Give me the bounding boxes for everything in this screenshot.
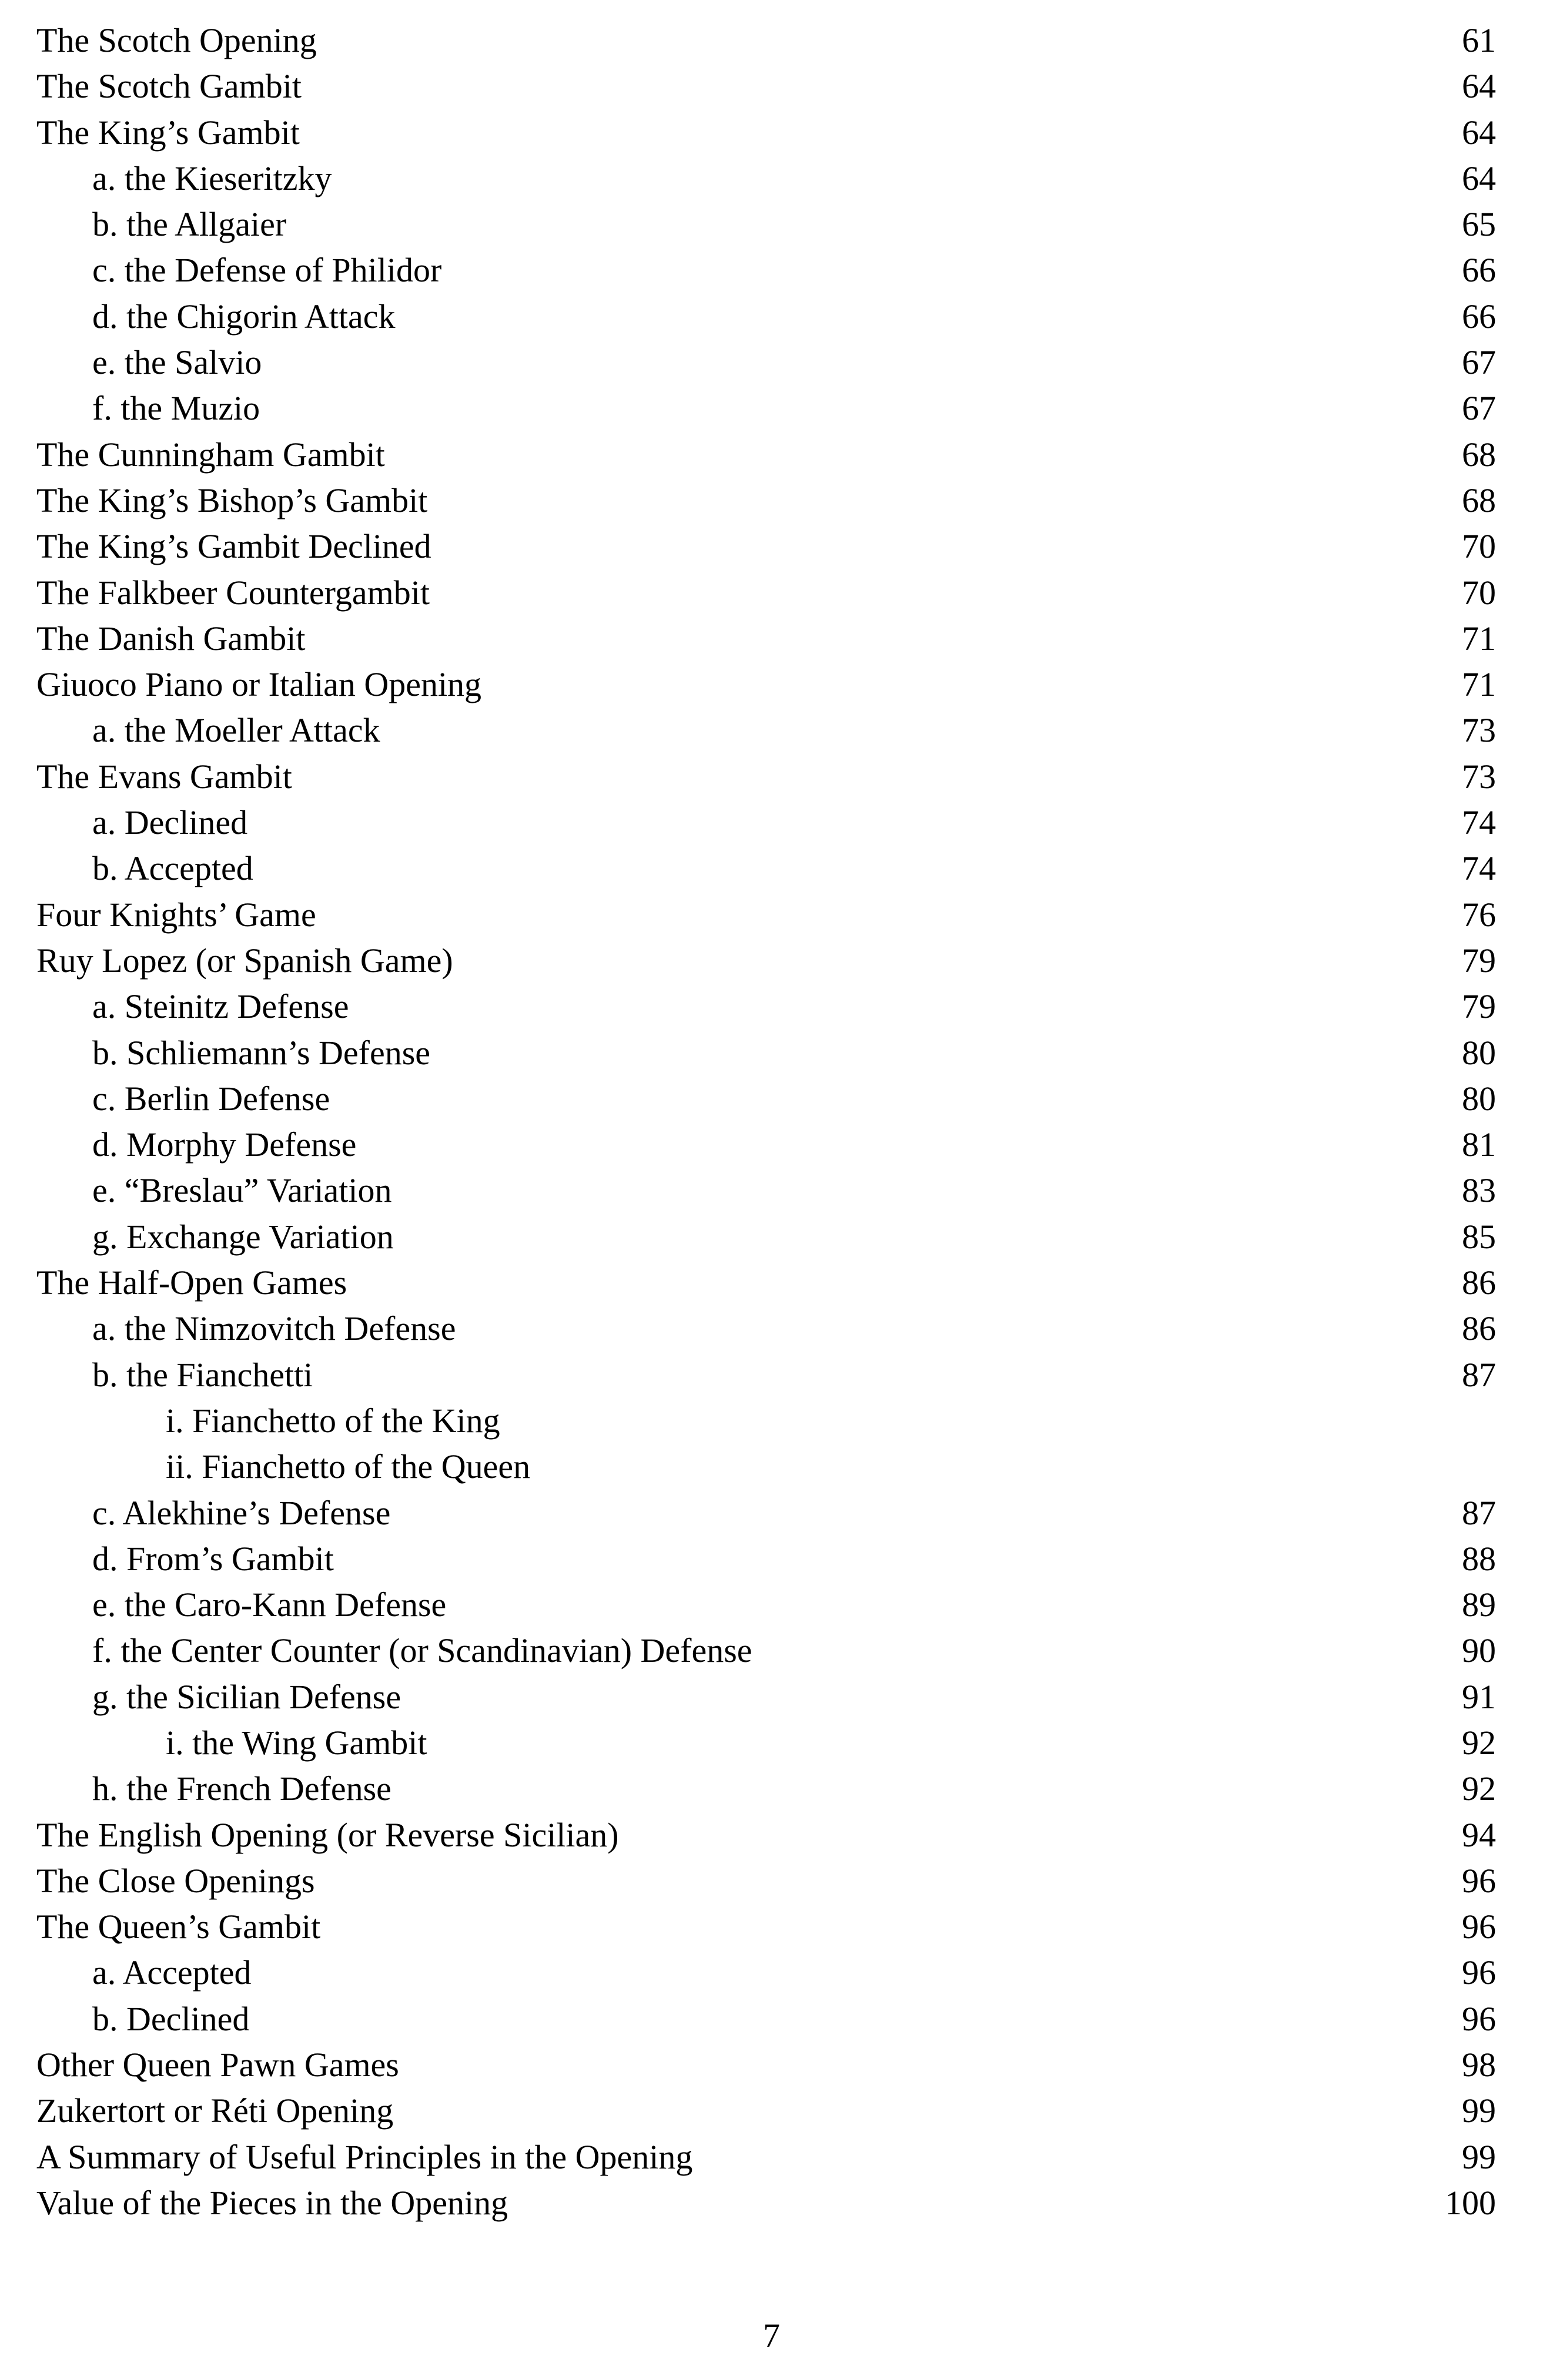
- toc-entry-page: 64: [1462, 67, 1496, 106]
- toc-entry-page: 80: [1462, 1079, 1496, 1118]
- toc-entry: [36, 2180, 1496, 2226]
- toc-entry-page: 68: [1462, 481, 1496, 519]
- toc-entry-title: a. Steinitz Defense: [92, 987, 349, 1026]
- toc-entry-title: The Queen’s Gambit: [36, 1908, 321, 1946]
- toc-entry-page: 66: [1462, 251, 1496, 290]
- toc-entry-title: e. “Breslau” Variation: [92, 1171, 392, 1210]
- toc-entry-title: c. Berlin Defense: [92, 1079, 330, 1118]
- toc-entry: [36, 247, 1496, 293]
- toc-entry-page: 87: [1462, 1355, 1496, 1394]
- toc-entry: [36, 754, 1496, 800]
- toc-entry: [36, 2134, 1496, 2180]
- toc-entry-page: 87: [1462, 1493, 1496, 1532]
- toc-entry: [36, 1582, 1496, 1628]
- toc-entry-page: 68: [1462, 435, 1496, 474]
- toc-entry-title: The English Opening (or Reverse Sicilian): [36, 1815, 619, 1854]
- toc-entry: [36, 1398, 1496, 1444]
- toc-entry: [36, 202, 1496, 247]
- toc-entry-title: d. From’s Gambit: [92, 1539, 334, 1578]
- toc-entry: [36, 1444, 1496, 1490]
- toc-entry-title: The Scotch Gambit: [36, 67, 302, 106]
- toc-entry: [36, 386, 1496, 431]
- toc-entry-page: 73: [1462, 757, 1496, 796]
- toc-entry-page: 65: [1462, 205, 1496, 244]
- toc-entry: [36, 1858, 1496, 1904]
- toc-entry: [36, 1904, 1496, 1950]
- toc-entry-page: 92: [1462, 1723, 1496, 1762]
- toc-entry: [36, 662, 1496, 708]
- toc-entry-title: Value of the Pieces in the Opening: [36, 2183, 508, 2222]
- toc-entry-page: 67: [1462, 389, 1496, 428]
- toc-entry-page: 64: [1462, 113, 1496, 152]
- toc-entry: [36, 294, 1496, 340]
- toc-entry-page: 99: [1462, 2091, 1496, 2130]
- toc-entry-title: b. Accepted: [92, 849, 253, 888]
- toc-entry-title: b. the Allgaier: [92, 205, 287, 244]
- toc-entry: [36, 340, 1496, 386]
- toc-entry-title: A Summary of Useful Principles in the Opening: [36, 2137, 693, 2176]
- toc-entry: [36, 1490, 1496, 1536]
- toc-entry-title: The Evans Gambit: [36, 757, 292, 796]
- toc-entry-page: 96: [1462, 1999, 1496, 2038]
- toc-entry-page: 61: [1462, 21, 1496, 59]
- toc-entry-title: f. the Center Counter (or Scandinavian) Defense: [92, 1631, 752, 1670]
- toc-entry: [36, 846, 1496, 891]
- toc-entry: [36, 1996, 1496, 2042]
- toc-entry-title: The Close Openings: [36, 1861, 315, 1900]
- table-of-contents: [36, 18, 1496, 2226]
- toc-entry: [36, 1306, 1496, 1352]
- toc-entry-title: Giuoco Piano or Italian Opening: [36, 665, 482, 704]
- toc-entry-title: d. Morphy Defense: [92, 1125, 357, 1164]
- toc-entry: [36, 1766, 1496, 1812]
- toc-entry: [36, 110, 1496, 156]
- toc-entry-page: 83: [1462, 1171, 1496, 1210]
- toc-entry: [36, 2088, 1496, 2134]
- toc-entry-title: i. the Wing Gambit: [166, 1723, 427, 1762]
- toc-entry-title: e. the Caro-Kann Defense: [92, 1585, 447, 1624]
- toc-entry-title: The King’s Bishop’s Gambit: [36, 481, 428, 519]
- toc-entry-title: e. the Salvio: [92, 343, 262, 382]
- toc-entry: [36, 1536, 1496, 1582]
- toc-entry-title: Zukertort or Réti Opening: [36, 2091, 394, 2130]
- toc-entry-page: 86: [1462, 1309, 1496, 1348]
- toc-entry-page: 67: [1462, 343, 1496, 382]
- toc-entry-title: The Danish Gambit: [36, 619, 306, 658]
- toc-entry-page: 71: [1462, 665, 1496, 704]
- toc-entry-title: Ruy Lopez (or Spanish Game): [36, 941, 453, 980]
- toc-entry-page: 94: [1462, 1815, 1496, 1854]
- toc-entry: [36, 1812, 1496, 1858]
- toc-entry: [36, 478, 1496, 524]
- toc-entry-page: 73: [1462, 711, 1496, 750]
- toc-entry: [36, 570, 1496, 616]
- toc-entry-page: 71: [1462, 619, 1496, 658]
- toc-entry: [36, 1674, 1496, 1720]
- toc-entry-page: 64: [1462, 159, 1496, 197]
- toc-entry-title: b. Schliemann’s Defense: [92, 1033, 431, 1072]
- toc-entry-title: The Scotch Opening: [36, 21, 317, 59]
- toc-entry-title: c. the Defense of Philidor: [92, 251, 442, 290]
- toc-entry-title: The King’s Gambit Declined: [36, 527, 431, 566]
- toc-entry-page: 70: [1462, 527, 1496, 566]
- toc-entry-page: 100: [1445, 2183, 1496, 2222]
- toc-entry-page: 66: [1462, 297, 1496, 336]
- toc-entry-page: 86: [1462, 1263, 1496, 1302]
- toc-entry-page: 91: [1462, 1677, 1496, 1716]
- toc-entry: [36, 1030, 1496, 1076]
- toc-entry-page: 96: [1462, 1953, 1496, 1992]
- toc-entry: [36, 800, 1496, 846]
- toc-entry-title: a. the Kieseritzky: [92, 159, 332, 197]
- toc-entry: [36, 432, 1496, 478]
- toc-entry-title: g. the Sicilian Defense: [92, 1677, 401, 1716]
- toc-entry-page: 88: [1462, 1539, 1496, 1578]
- toc-entry-title: ii. Fianchetto of the Queen: [166, 1447, 531, 1486]
- toc-entry-title: The King’s Gambit: [36, 113, 300, 152]
- toc-entry: [36, 156, 1496, 202]
- toc-entry-title: f. the Muzio: [92, 389, 260, 428]
- toc-entry-page: 74: [1462, 803, 1496, 842]
- toc-entry-page: 90: [1462, 1631, 1496, 1670]
- toc-entry: [36, 1168, 1496, 1214]
- toc-entry-page: 92: [1462, 1769, 1496, 1808]
- toc-entry-title: Other Queen Pawn Games: [36, 2046, 399, 2084]
- toc-entry: [36, 1352, 1496, 1398]
- toc-entry-page: 70: [1462, 573, 1496, 612]
- toc-entry: [36, 616, 1496, 662]
- toc-entry: [36, 18, 1496, 63]
- toc-entry-title: The Cunningham Gambit: [36, 435, 385, 474]
- toc-entry-title: g. Exchange Variation: [92, 1217, 394, 1256]
- toc-entry-title: The Falkbeer Countergambit: [36, 573, 430, 612]
- toc-entry-page: 99: [1462, 2137, 1496, 2176]
- toc-entry-title: d. the Chigorin Attack: [92, 297, 396, 336]
- toc-entry-title: a. the Moeller Attack: [92, 711, 380, 750]
- toc-entry-title: The Half-Open Games: [36, 1263, 347, 1302]
- toc-entry-title: b. the Fianchetti: [92, 1355, 313, 1394]
- toc-entry: [36, 1950, 1496, 1996]
- toc-entry: [36, 708, 1496, 753]
- toc-entry: [36, 1122, 1496, 1168]
- toc-entry-page: 85: [1462, 1217, 1496, 1256]
- toc-entry: [36, 63, 1496, 109]
- toc-entry-page: 74: [1462, 849, 1496, 888]
- toc-entry: [36, 524, 1496, 569]
- toc-entry-title: h. the French Defense: [92, 1769, 391, 1808]
- toc-entry-page: 79: [1462, 941, 1496, 980]
- toc-entry-title: i. Fianchetto of the King: [166, 1401, 500, 1440]
- toc-entry-title: a. the Nimzovitch Defense: [92, 1309, 456, 1348]
- toc-entry-title: b. Declined: [92, 1999, 250, 2038]
- toc-entry: [36, 984, 1496, 1030]
- toc-entry-page: 89: [1462, 1585, 1496, 1624]
- toc-entry-title: Four Knights’ Game: [36, 895, 316, 934]
- toc-entry-page: 76: [1462, 895, 1496, 934]
- toc-entry-page: 80: [1462, 1033, 1496, 1072]
- page-number: 7: [763, 2317, 780, 2355]
- toc-entry-page: 96: [1462, 1861, 1496, 1900]
- toc-entry-page: 81: [1462, 1125, 1496, 1164]
- toc-entry: [36, 1260, 1496, 1306]
- toc-entry-title: a. Declined: [92, 803, 248, 842]
- toc-entry: [36, 1076, 1496, 1122]
- toc-entry: [36, 1214, 1496, 1260]
- toc-entry-page: 98: [1462, 2046, 1496, 2084]
- toc-entry: [36, 938, 1496, 984]
- toc-entry-title: c. Alekhine’s Defense: [92, 1493, 391, 1532]
- toc-entry: [36, 1628, 1496, 1674]
- toc-entry: [36, 2042, 1496, 2088]
- toc-entry-page: 96: [1462, 1908, 1496, 1946]
- toc-entry: [36, 892, 1496, 938]
- toc-entry: [36, 1720, 1496, 1766]
- toc-entry-page: 79: [1462, 987, 1496, 1026]
- toc-entry-title: a. Accepted: [92, 1953, 252, 1992]
